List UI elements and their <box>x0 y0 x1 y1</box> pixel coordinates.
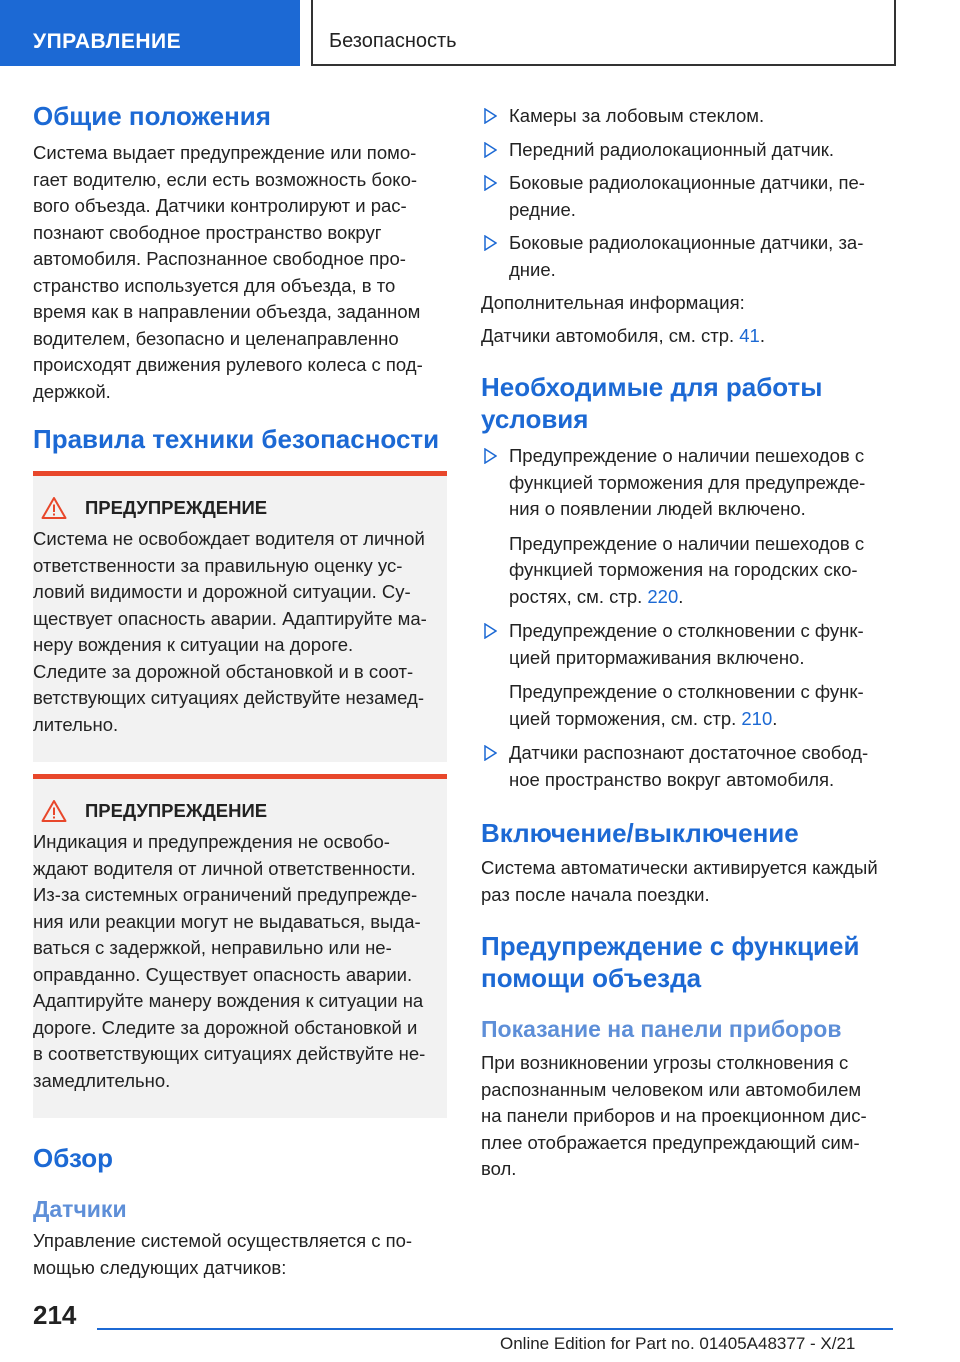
text-line: Система выдает предупреждение или помо- <box>33 142 417 163</box>
text-line: в соответствующих ситуациях действуйте не- <box>33 1043 426 1064</box>
list-item <box>481 137 891 164</box>
text-line: Из-за системных ограничений предупрежде- <box>33 884 418 905</box>
text-line: лительно. <box>33 713 119 735</box>
text-line: ния о появлении людей включено. <box>509 498 806 519</box>
text-line: раз после начала поездки. <box>481 883 710 905</box>
safety-title: Правила техники безопасности <box>33 424 440 454</box>
text-line: функцией торможения на городских ско- <box>509 559 858 580</box>
list-subitem <box>481 679 891 732</box>
list-item <box>481 618 891 671</box>
text-line: Система автоматически активируется каждый <box>481 857 878 878</box>
reference-end: . <box>772 707 778 729</box>
warning-text <box>33 526 437 738</box>
conditions-title <box>481 371 891 435</box>
text-line: держкой. <box>33 380 111 402</box>
warning-triangle-icon <box>41 799 67 823</box>
assist-title <box>481 930 891 994</box>
sensors-reference <box>481 323 891 350</box>
text-line: Предупреждение о наличии пешеходов с <box>509 445 865 466</box>
triangle-bullet-icon <box>484 108 497 124</box>
footer-divider <box>97 1328 893 1330</box>
text-line: дние. <box>509 258 556 280</box>
right-column <box>481 103 891 1183</box>
title-line: Предупреждение с функцией <box>481 931 860 961</box>
text-line: происходят движения рулевого колеса с под- <box>33 354 423 375</box>
text-line: цией притормаживания включено. <box>509 646 805 668</box>
page-header <box>0 0 960 66</box>
text-line: ния или реакции могут не выдаваться, выда- <box>33 910 421 932</box>
section-tab: УПРАВЛЕНИЕ <box>0 0 300 66</box>
list-item <box>481 740 891 793</box>
text-line: ответственности за правильную оценку ус- <box>33 554 403 576</box>
edition-text: Online Edition for Part no. 01405A48377 - X/21 <box>500 1334 856 1353</box>
warning-triangle-icon <box>41 496 67 520</box>
text-line: неру вождения к ситуации на дороге. <box>33 634 354 655</box>
text-line: гает водителю, если есть возможность боко- <box>33 168 418 190</box>
display-title: Показание на панели приборов <box>481 1016 842 1042</box>
triangle-bullet-icon <box>484 623 497 639</box>
text-line: Предупреждение о наличии пешеходов с <box>509 532 865 554</box>
text-line: Предупреждение о столкновении с функ- <box>509 620 864 641</box>
triangle-bullet-icon <box>484 448 497 464</box>
text-line: странство используется для объезда, в то <box>33 274 396 296</box>
text-line: мощью следующих датчиков: <box>33 1256 287 1278</box>
page-link[interactable]: 210 <box>741 707 773 729</box>
text-line: Датчики распознают достаточное свобод- <box>509 742 869 763</box>
text-line: ваться с задержкой, неправильно или не- <box>33 937 392 958</box>
text-line: распознанным человеком или автомобилем <box>481 1078 862 1100</box>
list-item <box>481 103 891 130</box>
text-line <box>509 706 891 733</box>
text-line: Адаптируйте манеру вождения к ситуации на <box>33 990 424 1011</box>
text-line: плее отображается предупреждающий сим- <box>481 1131 860 1153</box>
list-item <box>481 170 891 223</box>
sensors-title: Датчики <box>33 1196 127 1222</box>
warning-heading <box>33 496 437 520</box>
triangle-bullet-icon <box>484 175 497 191</box>
text-line: автомобиля. Распознанное свободное про- <box>33 248 406 269</box>
text-line: Боковые радиолокационные датчики, за- <box>509 232 864 253</box>
list-subitem <box>481 531 891 611</box>
warning-text <box>33 829 437 1094</box>
reference-end: . <box>678 585 684 607</box>
onoff-paragraph <box>481 855 891 908</box>
extra-info-label: Дополнительная информация: <box>481 292 745 313</box>
text-line: ловий видимости и дорожной ситуации. Су- <box>33 581 411 602</box>
text-line: ждают водителя от личной ответственности. <box>33 857 416 879</box>
general-title: Общие положения <box>33 101 271 131</box>
text-line: замедлительно. <box>33 1069 171 1091</box>
page-link[interactable]: 41 <box>739 324 760 346</box>
list-item <box>481 443 891 523</box>
triangle-bullet-icon <box>484 235 497 251</box>
text-line: ветствующих ситуациях действуйте незамед- <box>33 687 424 708</box>
text-line: редние. <box>509 198 576 220</box>
reference-end: . <box>759 324 765 346</box>
list-item <box>481 230 891 283</box>
text-line: время как в направлении объезда, заданном <box>33 301 421 322</box>
onoff-title: Включение/выключение <box>481 818 799 848</box>
reference-text: цией торможения, см. стр. <box>509 707 742 729</box>
text-line: Индикация и предупреждения не освобо- <box>33 831 390 852</box>
chapter-title: Безопасность <box>311 0 896 66</box>
page-link[interactable]: 220 <box>647 585 679 607</box>
text-line: Следите за дорожной обстановкой и в соот- <box>33 660 414 682</box>
title-line: помощи объезда <box>481 963 702 993</box>
text-line: познают свободное пространство вокруг <box>33 221 382 243</box>
warning-label: ПРЕДУПРЕЖДЕНИЕ <box>85 800 268 821</box>
triangle-bullet-icon <box>484 745 497 761</box>
text-line: Управление системой осуществляется с по- <box>33 1230 413 1251</box>
reference-text: Датчики автомобиля, см. стр. <box>481 324 740 346</box>
page-number: 214 <box>33 1300 77 1330</box>
title-line: Необходимые для работы <box>481 372 823 402</box>
text-line: вого объезда. Датчики контролируют и рас- <box>33 195 407 216</box>
sensors-paragraph <box>33 1228 447 1281</box>
text-line: ное пространство вокруг автомобиля. <box>509 768 835 790</box>
text-line: ществует опасность аварии. Адаптируйте ма- <box>33 607 427 629</box>
title-line: условия <box>481 404 589 434</box>
display-paragraph <box>481 1050 891 1183</box>
warning-heading <box>33 799 437 823</box>
reference-text: ростях, см. стр. <box>509 585 648 607</box>
text-line: на панели приборов и на проекционном дис- <box>481 1105 867 1126</box>
general-paragraph <box>33 140 447 405</box>
text-line: При возникновении угрозы столкновения с <box>481 1052 849 1073</box>
text-line: Камеры за лобовым стеклом. <box>509 105 765 126</box>
text-line: вол. <box>481 1158 517 1179</box>
left-column <box>33 100 447 1281</box>
text-line: дороге. Следите за дорожной обстановкой и <box>33 1016 418 1038</box>
warning-box <box>33 774 447 1118</box>
text-line: функцией торможения для предупрежде- <box>509 471 866 493</box>
triangle-bullet-icon <box>484 142 497 158</box>
text-line: водителем, безопасно и целенаправленно <box>33 327 399 349</box>
text-line: Система не освобождает водителя от личной <box>33 528 425 549</box>
overview-title: Обзор <box>33 1143 113 1173</box>
warning-box <box>33 471 447 762</box>
text-line: Боковые радиолокационные датчики, пе- <box>509 172 865 193</box>
warning-label: ПРЕДУПРЕЖДЕНИЕ <box>85 497 268 518</box>
text-line: оправданно. Существует опасность аварии. <box>33 963 413 985</box>
text-line: Передний радиолокационный датчик. <box>509 138 835 160</box>
text-line: Предупреждение о столкновении с функ- <box>509 681 864 702</box>
text-line <box>509 584 891 611</box>
